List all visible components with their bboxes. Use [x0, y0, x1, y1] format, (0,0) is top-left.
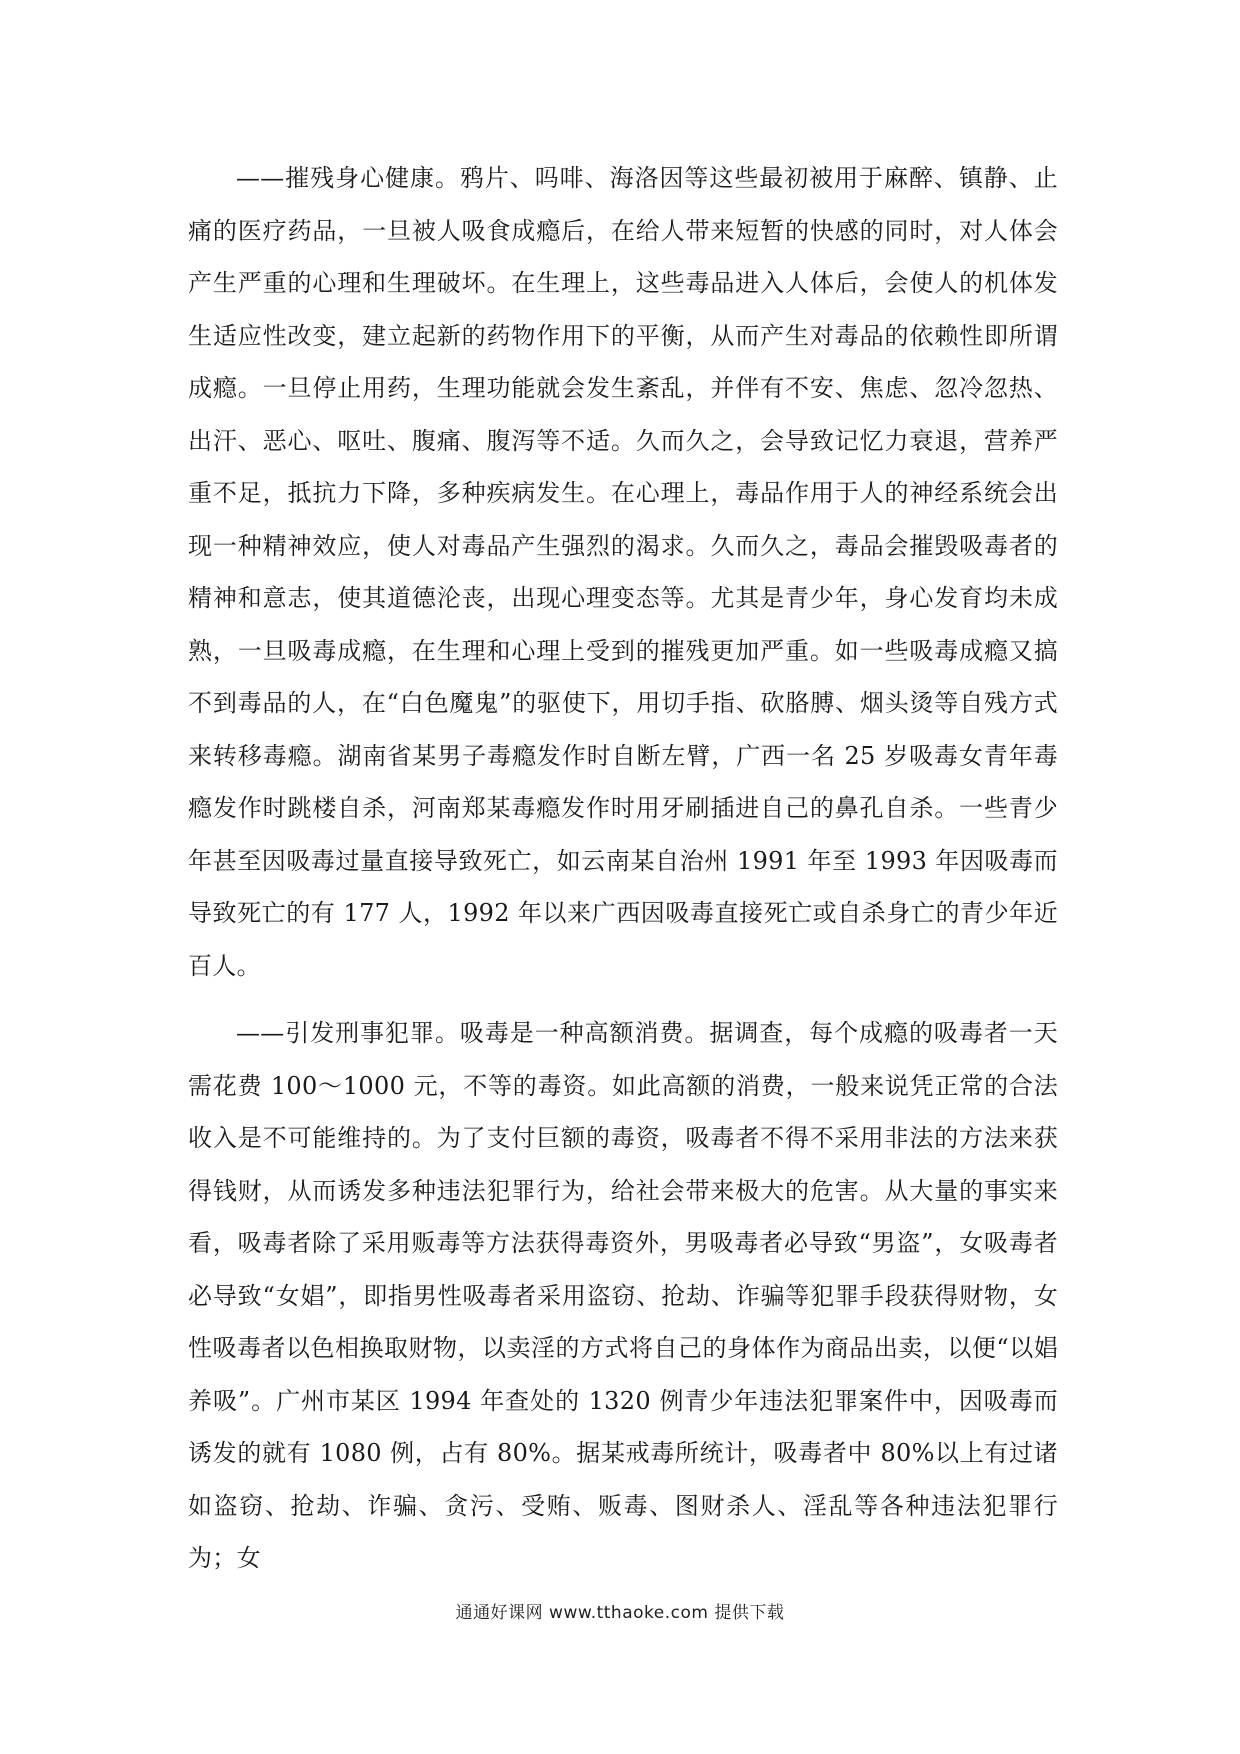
page-footer: 通通好课网 www.tthaoke.com 提供下载	[455, 1603, 785, 1623]
body-text	[188, 152, 1058, 1585]
paragraph-criminal-offense: ——引发刑事犯罪。吸毒是一种高额消费。据调查，每个成瘾的吸毒者一天需花费 100～1000 元，不等的毒资。如此高额的消费，一般来说凭正常的合法收入是不可能维持的。为了支付巨额的毒资，吸毒者不得不采用非法的方法来获得钱财，从而诱发多种违法犯罪行为，给社会带来极大的危害。从大量的事实来看，吸毒者除了采用贩毒等方法获得毒资外，男吸毒者必导致“男盗”，女吸毒者必导致“女娼”，即指男性吸毒者采用盗窃、抢劫、诈骗等犯罪手段获得财物，女性吸毒者以色相换取财物，以卖淫的方式将自己的身体作为商品出卖，以便“以娼养吸”。广州市某区 1994 年查处的 1320 例青少年违法犯罪案件中，因吸毒而诱发的就有 1080 例，占有 80%。据某戒毒所统计，吸毒者中 80%以上有过诸如盗窃、抢劫、诈骗、贪污、受贿、贩毒、图财杀人、淫乱等各种违法犯罪行为；女	[188, 1019, 1058, 1572]
paragraph-health-damage: ——摧残身心健康。鸦片、吗啡、海洛因等这些最初被用于麻醉、镇静、止痛的医疗药品，一旦被人吸食成瘾后，在给人带来短暂的快感的同时，对人体会产生严重的心理和生理破坏。在生理上，这些毒品进入人体后，会使人的机体发生适应性改变，建立起新的药物作用下的平衡，从而产生对毒品的依赖性即所谓成瘾。一旦停止用药，生理功能就会发生紊乱，并伴有不安、焦虑、忽冷忽热、出汗、恶心、呕吐、腹痛、腹泻等不适。久而久之，会导致记忆力衰退，营养严重不足，抵抗力下降，多种疾病发生。在心理上，毒品作用于人的神经系统会出现一种精神效应，使人对毒品产生强烈的渴求。久而久之，毒品会摧毁吸毒者的精神和意志，使其道德沦丧，出现心理变态等。尤其是青少年，身心发育均未成熟，一旦吸毒成瘾，在生理和心理上受到的摧残更加严重。如一些吸毒成瘾又搞不到毒品的人，在“白色魔鬼”的驱使下，用切手指、砍胳膊、烟头烫等自残方式来转移毒瘾。湖南省某男子毒瘾发作时自断左臂，广西一名 25 岁吸毒女青年毒瘾发作时跳楼自杀，河南郑某毒瘾发作时用牙刷插进自己的鼻孔自杀。一些青少年甚至因吸毒过量直接导致死亡，如云南某自治州 1991 年至 1993 年因吸毒而导致死亡的有 177 人，1992 年以来广西因吸毒直接死亡或自杀身亡的青少年近百人。	[188, 164, 1058, 980]
